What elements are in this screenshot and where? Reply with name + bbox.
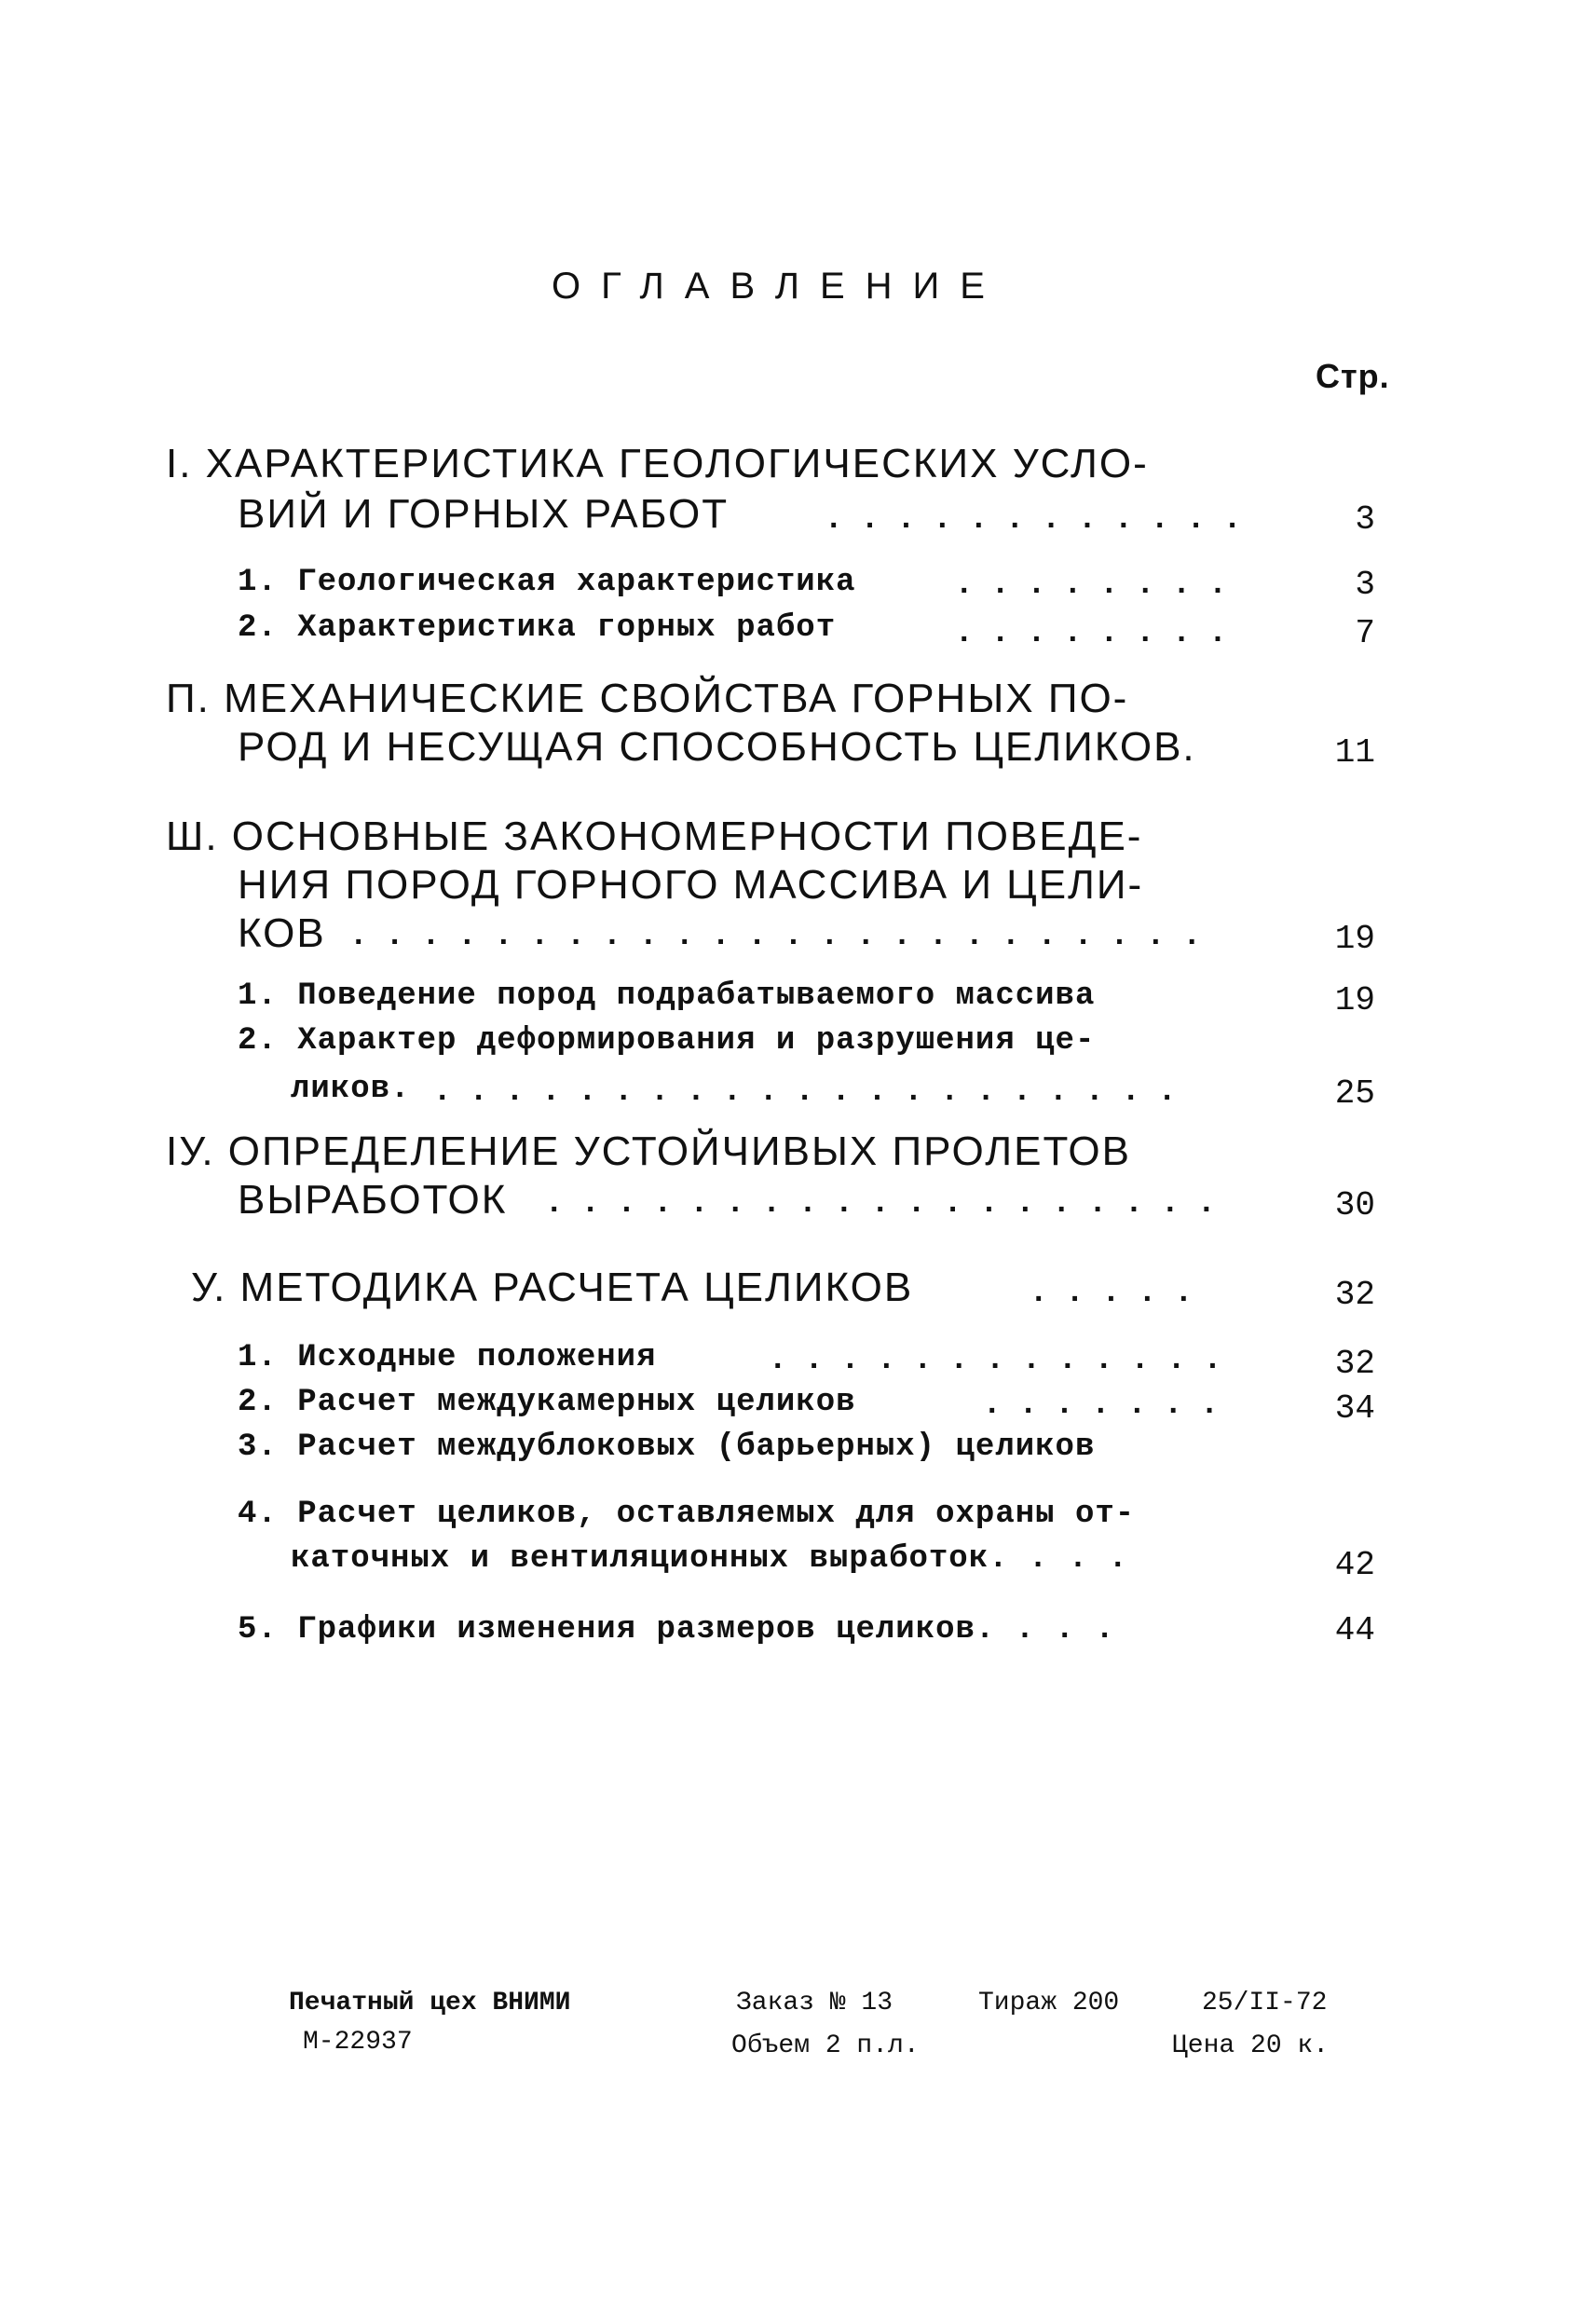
leader-dots: . . . . . . . . [960, 565, 1232, 600]
section-title-line: Ш. ОСНОВНЫЕ ЗАКОНОМЕРНОСТИ ПОВЕДЕ- [166, 814, 1143, 859]
leader-dots: . . . . . [1034, 1273, 1198, 1308]
subsection-label-continued: ликов. [291, 1072, 411, 1107]
imprint-order: Заказ № 13 [736, 1989, 893, 2017]
page-title: ОГЛАВЛЕНИЕ [552, 266, 1005, 307]
section-title-line: П. МЕХАНИЧЕСКИЕ СВОЙСТВА ГОРНЫХ ПО- [166, 676, 1129, 721]
section-title-line: НИЯ ПОРОД ГОРНОГО МАССИВА И ЦЕЛИ- [238, 862, 1144, 908]
leader-dots: . . . . . . . [988, 1385, 1223, 1420]
subsection-label: 3. Расчет междублоковых (барьерных) целиков [238, 1429, 1096, 1465]
imprint-date: 25/II-72 [1202, 1989, 1328, 2017]
section-title-line: ВИЙ И ГОРНЫХ РАБОТ [238, 491, 730, 537]
page-number: 44 [1334, 1611, 1375, 1649]
page-number: 3 [1355, 566, 1375, 604]
leader-dots: . . . . . . . . . . . . . . . . . . . . . . . . [354, 916, 1206, 951]
page-number: 7 [1355, 614, 1375, 652]
leader-dots: . . . . . . . . . . . . . . . . . . . [550, 1183, 1221, 1219]
page-number: 42 [1334, 1546, 1375, 1584]
imprint-printer: Печатный цех ВНИМИ [289, 1989, 571, 2017]
page-number: 11 [1334, 733, 1375, 772]
leader-dots: . . . . . . . . . . . . . . . . . . . . . [438, 1072, 1181, 1107]
leader-dots: . . . . . . . . [960, 613, 1232, 649]
subsection-label: 1. Исходные положения [238, 1340, 657, 1375]
page-number: 32 [1334, 1345, 1375, 1383]
page-number: 30 [1334, 1186, 1375, 1224]
subsection-label-continued: каточных и вентиляционных выработок. . . . [291, 1541, 1128, 1577]
page-number: 3 [1355, 500, 1375, 539]
page-number: 25 [1334, 1074, 1375, 1113]
subsection-label: 1. Геологическая характеристика [238, 565, 856, 600]
subsection-label: 2. Расчет междукамерных целиков [238, 1385, 856, 1420]
subsection-label: 4. Расчет целиков, оставляемых для охраны от- [238, 1497, 1136, 1532]
section-title-line: У. МЕТОДИКА РАСЧЕТА ЦЕЛИКОВ [191, 1265, 914, 1310]
subsection-label: 5. Графики изменения размеров целиков. . . . [238, 1612, 1115, 1648]
page-number: 34 [1334, 1389, 1375, 1428]
page-column-header: Стр. [1316, 357, 1390, 395]
leader-dots: . . . . . . . . . . . . . [773, 1340, 1227, 1375]
leader-dots: . . . . . . . . . . . . [829, 499, 1247, 535]
section-title-line: КОВ [238, 910, 326, 956]
subsection-label: 1. Поведение пород подрабатываемого массива [238, 978, 1096, 1014]
section-title-line: I. ХАРАКТЕРИСТИКА ГЕОЛОГИЧЕСКИХ УСЛО- [166, 441, 1149, 486]
section-title-line: IУ. ОПРЕДЕЛЕНИЕ УСТОЙЧИВЫХ ПРОЛЕТОВ [166, 1128, 1131, 1174]
section-title-line: ВЫРАБОТОК [238, 1177, 508, 1223]
imprint-print-run: Тираж 200 [978, 1989, 1120, 2017]
imprint-price: Цена 20 к. [1172, 2031, 1330, 2060]
subsection-label: 2. Характеристика горных работ [238, 610, 837, 646]
page-number: 19 [1334, 920, 1375, 958]
imprint-code: М-22937 [303, 2028, 413, 2057]
page-number: 32 [1334, 1276, 1375, 1314]
subsection-label: 2. Характер деформирования и разрушения це- [238, 1023, 1096, 1059]
page-number: 19 [1334, 981, 1375, 1019]
section-title-line: РОД И НЕСУЩАЯ СПОСОБНОСТЬ ЦЕЛИКОВ. [238, 724, 1196, 770]
imprint-volume: Объем 2 п.л. [731, 2031, 920, 2060]
